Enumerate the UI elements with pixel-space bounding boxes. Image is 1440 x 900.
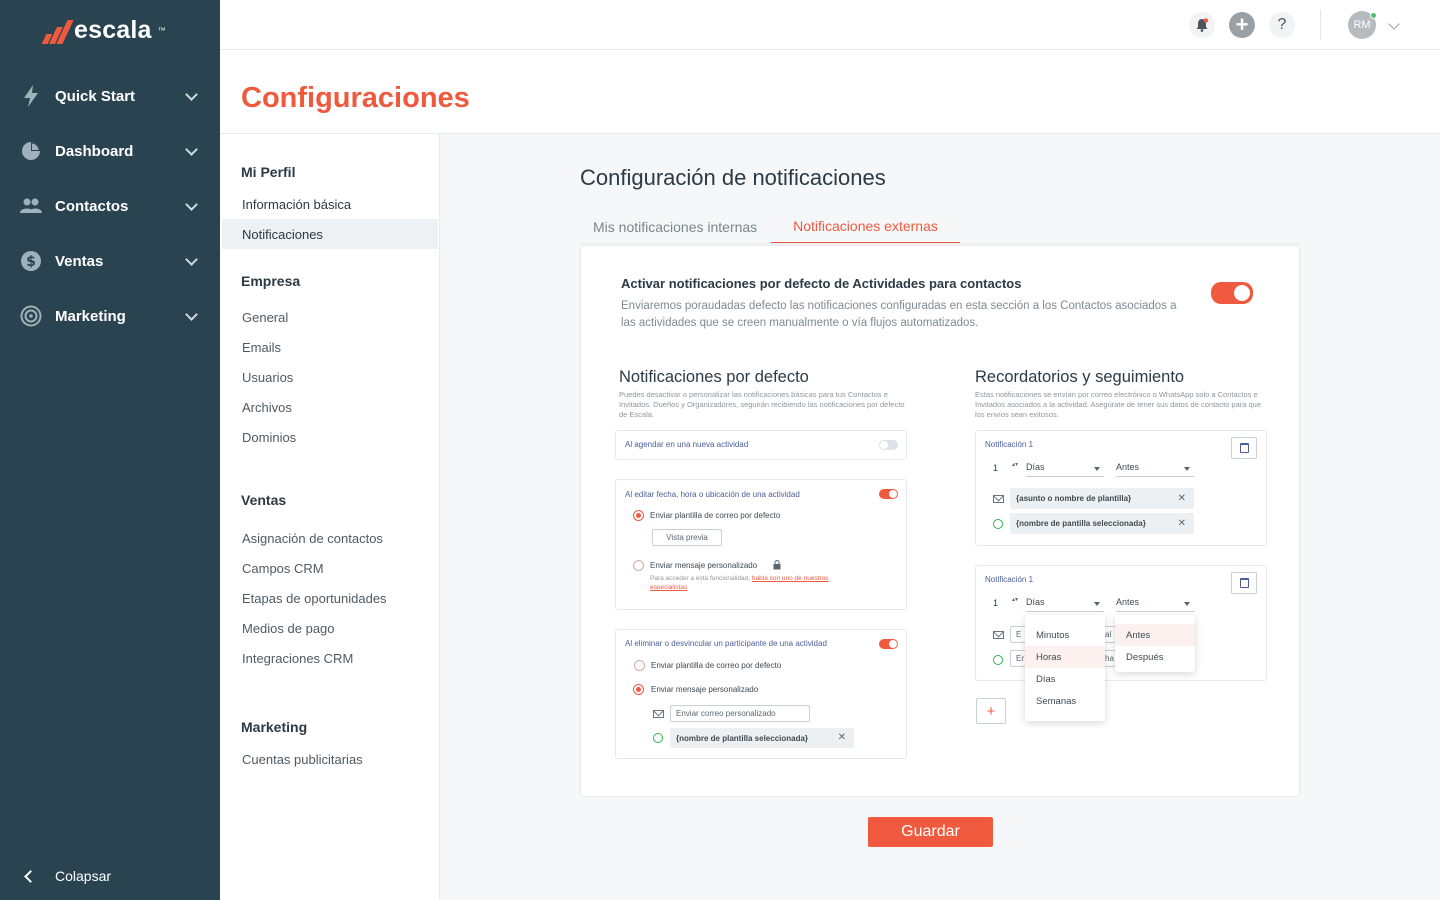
reminders-title: Recordatorios y seguimiento bbox=[975, 368, 1185, 386]
activate-defaults-title: Activar notificaciones por defecto de Actividades para contactos bbox=[621, 276, 1022, 291]
subnav-heading-empresa: Empresa bbox=[241, 273, 301, 289]
whatsapp-icon bbox=[993, 655, 1003, 665]
upgrade-note-text: Para acceder a esta funcionalidad, bbox=[650, 575, 751, 582]
subnav-item-usuarios[interactable]: Usuarios bbox=[242, 369, 294, 385]
sidebar-item-ventas[interactable] bbox=[0, 241, 220, 281]
timing-dropdown-menu bbox=[1115, 615, 1195, 672]
tabs-underline bbox=[580, 243, 1300, 244]
select-value: Antes bbox=[1116, 597, 1140, 607]
option-label: Enviar plantilla de correo por defecto bbox=[651, 661, 782, 670]
notification-label: Al agendar en una nueva actividad bbox=[625, 440, 749, 449]
top-bar bbox=[220, 0, 1440, 50]
field-text-end: ha bbox=[1105, 654, 1114, 663]
dollar-icon bbox=[20, 250, 42, 272]
svg-text:$: $ bbox=[26, 254, 36, 270]
collapse-button[interactable] bbox=[22, 868, 111, 884]
field-text-start: E bbox=[1016, 630, 1022, 639]
field-text-end: al bbox=[1105, 630, 1112, 639]
preview-button[interactable]: Vista previa bbox=[652, 529, 722, 546]
trash-icon bbox=[1240, 578, 1249, 588]
subnav-item-medios-pago[interactable]: Medios de pago bbox=[242, 620, 335, 636]
chevron-down-icon bbox=[185, 198, 198, 211]
toggle-knob bbox=[1234, 285, 1250, 301]
subnav-item-etapas-oportunidades[interactable]: Etapas de oportunidades bbox=[242, 590, 387, 606]
bell-icon bbox=[1195, 18, 1209, 32]
subnav-heading-mi-perfil: Mi Perfil bbox=[241, 164, 296, 180]
reminders-description: Estas notificaciones se envían por correo electrónico o WhatsApp solo a Contactos e Invitados asociados a la actividad. Asegúrate de tener sus datos de contacto para que los envíos sean exitosos. bbox=[975, 390, 1262, 419]
chevron-down-icon bbox=[185, 143, 198, 156]
unit-option-minutos[interactable]: Minutos bbox=[1036, 629, 1070, 641]
unit-select[interactable] bbox=[1026, 462, 1104, 477]
add-button[interactable] bbox=[1229, 12, 1255, 38]
brand-name: escala bbox=[74, 16, 152, 44]
option-label: Enviar plantilla de correo por defecto bbox=[650, 511, 781, 520]
upgrade-note bbox=[650, 574, 850, 592]
brand-trademark: ™ bbox=[157, 26, 166, 35]
option-label: Enviar mensaje personalizado bbox=[651, 685, 759, 694]
subnav-item-asignacion-contactos[interactable]: Asignación de contactos bbox=[242, 530, 383, 546]
sidebar-item-contactos[interactable] bbox=[0, 186, 220, 226]
reminder-label: Notificación 1 bbox=[985, 440, 1034, 449]
subnav-item-integraciones-crm[interactable]: Integraciones CRM bbox=[242, 650, 354, 666]
defaults-description: Puedes desactivar o personalizar las notificaciones básicas para tus Contactos e Invitados. Dueños y Organizadores, seguirán recibiendo las notificaciones por defecto de Escala. bbox=[619, 390, 905, 419]
remove-participant-toggle[interactable] bbox=[879, 639, 898, 649]
default-notification-edit-activity bbox=[615, 479, 907, 610]
sidebar-item-label: Contactos bbox=[55, 197, 129, 215]
sidebar-item-marketing[interactable] bbox=[0, 296, 220, 336]
avatar-initials: RM bbox=[1353, 19, 1371, 31]
help-button[interactable] bbox=[1269, 12, 1295, 38]
whatsapp-icon bbox=[993, 519, 1003, 529]
reminder-label: Notificación 1 bbox=[985, 575, 1034, 584]
sidebar-item-label: Dashboard bbox=[55, 142, 134, 160]
sidebar-item-label: Ventas bbox=[55, 252, 104, 270]
timing-select[interactable] bbox=[1116, 462, 1194, 477]
plus-icon: + bbox=[986, 702, 996, 720]
default-template-radio[interactable] bbox=[634, 660, 645, 671]
subnav-item-general[interactable]: General bbox=[242, 309, 289, 325]
chevron-down-icon[interactable] bbox=[1388, 18, 1399, 29]
unit-option-horas[interactable]: Horas bbox=[1025, 646, 1105, 668]
custom-email-field[interactable]: Enviar correo personalizado bbox=[670, 705, 810, 722]
subnav-item-cuentas-publicitarias[interactable]: Cuentas publicitarias bbox=[242, 751, 363, 767]
sidebar bbox=[0, 0, 220, 900]
timing-option-antes[interactable]: Antes bbox=[1115, 624, 1195, 646]
divider bbox=[1320, 10, 1321, 40]
chip-text: {nombre de pantilla seleccionada} bbox=[1016, 519, 1146, 528]
close-icon[interactable]: ✕ bbox=[1177, 493, 1186, 504]
unit-select[interactable] bbox=[1026, 597, 1104, 612]
caret-down-icon bbox=[1184, 602, 1190, 606]
select-value: Días bbox=[1026, 462, 1045, 472]
delete-reminder-button[interactable] bbox=[1231, 572, 1257, 594]
mail-icon bbox=[993, 495, 1004, 503]
sidebar-item-quick-start[interactable] bbox=[0, 76, 220, 116]
subnav-item-archivos[interactable]: Archivos bbox=[242, 399, 292, 415]
email-template-chip[interactable] bbox=[1010, 488, 1194, 509]
field-text-start: Er bbox=[1016, 654, 1024, 663]
people-icon bbox=[20, 195, 42, 217]
collapse-label: Colapsar bbox=[55, 868, 112, 884]
page-title: Configuraciones bbox=[241, 82, 470, 114]
chip-text: {nombre de plantilla seleccionada} bbox=[676, 733, 809, 743]
defaults-title: Notificaciones por defecto bbox=[619, 368, 809, 386]
brand-logo[interactable] bbox=[44, 16, 166, 45]
bolt-icon bbox=[20, 85, 42, 107]
chip-text: {asunto o nombre de plantilla} bbox=[1016, 494, 1132, 503]
close-icon[interactable]: ✕ bbox=[837, 732, 846, 743]
whatsapp-icon bbox=[653, 733, 663, 743]
toggle-knob bbox=[889, 490, 897, 498]
amount-stepper[interactable]: ▴▾ bbox=[1012, 462, 1019, 468]
page-header bbox=[220, 50, 1440, 134]
timing-select[interactable] bbox=[1116, 597, 1194, 612]
chevron-down-icon bbox=[185, 88, 198, 101]
sidebar-item-label: Marketing bbox=[55, 307, 126, 325]
mail-icon bbox=[993, 631, 1004, 639]
amount-stepper[interactable]: ▴▾ bbox=[1012, 597, 1019, 603]
settings-card bbox=[580, 245, 1300, 797]
plus-icon: + bbox=[1235, 12, 1249, 37]
logo-mark-icon bbox=[44, 18, 68, 44]
specialist-link[interactable]: habla con uno de nuestros especialistas bbox=[650, 575, 829, 591]
unit-dropdown-menu bbox=[1025, 615, 1105, 721]
edit-activity-toggle[interactable] bbox=[879, 489, 898, 499]
online-status-dot bbox=[1370, 12, 1377, 19]
toggle-knob bbox=[880, 441, 888, 449]
subnav-item-informacion-basica[interactable]: Información básica bbox=[242, 196, 352, 212]
close-icon[interactable]: ✕ bbox=[1177, 518, 1186, 529]
caret-down-icon bbox=[1094, 602, 1100, 606]
toggle-knob bbox=[889, 640, 897, 648]
notification-label: Al editar fecha, hora o ubicación de una actividad bbox=[625, 490, 800, 499]
lock-icon bbox=[773, 560, 781, 570]
timing-option-despues[interactable]: Después bbox=[1126, 651, 1164, 663]
subnav-item-campos-crm[interactable]: Campos CRM bbox=[242, 560, 324, 576]
activate-defaults-toggle[interactable] bbox=[1211, 282, 1253, 304]
pie-chart-icon bbox=[20, 140, 42, 162]
sidebar-item-dashboard[interactable] bbox=[0, 131, 220, 171]
mail-icon bbox=[653, 710, 664, 718]
settings-subnav bbox=[220, 134, 440, 900]
unit-option-semanas[interactable]: Semanas bbox=[1036, 695, 1077, 707]
section-title: Configuración de notificaciones bbox=[580, 165, 886, 190]
tab-notificaciones-externas[interactable]: Notificaciones externas bbox=[771, 209, 960, 244]
subnav-item-emails[interactable]: Emails bbox=[242, 339, 282, 355]
new-activity-toggle[interactable] bbox=[879, 440, 898, 450]
avatar[interactable] bbox=[1348, 11, 1376, 39]
save-button[interactable]: Guardar bbox=[868, 817, 993, 847]
reminder-amount[interactable]: 1 bbox=[993, 463, 999, 473]
option-label: Enviar mensaje personalizado bbox=[650, 561, 758, 570]
delete-reminder-button[interactable] bbox=[1231, 437, 1257, 459]
add-reminder-button[interactable] bbox=[976, 698, 1006, 724]
default-notification-remove-participant bbox=[615, 629, 907, 759]
caret-down-icon bbox=[1094, 467, 1100, 471]
sidebar-item-label: Quick Start bbox=[55, 87, 136, 105]
default-notification-new-activity bbox=[615, 430, 907, 460]
default-template-radio[interactable] bbox=[633, 510, 644, 521]
reminder-amount[interactable]: 1 bbox=[993, 598, 999, 608]
chevron-down-icon bbox=[185, 308, 198, 321]
subnav-heading-ventas: Ventas bbox=[241, 492, 287, 508]
chevron-left-icon bbox=[24, 870, 37, 883]
notification-label: Al eliminar o desvincular un participante de una actividad bbox=[625, 639, 827, 648]
subnav-heading-marketing: Marketing bbox=[241, 719, 308, 735]
notifications-button[interactable] bbox=[1189, 12, 1215, 38]
subnav-item-notificaciones[interactable]: Notificaciones bbox=[222, 219, 438, 249]
caret-down-icon bbox=[1184, 467, 1190, 471]
whatsapp-template-chip[interactable] bbox=[670, 728, 854, 748]
custom-message-radio[interactable] bbox=[633, 560, 644, 571]
trash-icon bbox=[1240, 443, 1249, 453]
help-icon: ? bbox=[1277, 16, 1287, 33]
chevron-down-icon bbox=[185, 253, 198, 266]
select-value: Antes bbox=[1116, 462, 1140, 472]
target-icon bbox=[20, 305, 42, 327]
activate-defaults-description: Enviaremos poraudadas defecto las notificaciones configuradas en esta sección a los Contactos asociados a las actividades que se creen manualmente o vía flujos automatizados. bbox=[621, 300, 1177, 329]
custom-message-radio[interactable] bbox=[633, 684, 644, 695]
tab-notificaciones-internas[interactable]: Mis notificaciones internas bbox=[593, 218, 758, 235]
unit-option-dias[interactable]: Días bbox=[1036, 673, 1056, 685]
reminder-card-1 bbox=[975, 430, 1267, 546]
select-value: Días bbox=[1026, 597, 1045, 607]
subnav-item-dominios[interactable]: Dominios bbox=[242, 429, 297, 445]
whatsapp-template-chip[interactable] bbox=[1010, 513, 1194, 534]
